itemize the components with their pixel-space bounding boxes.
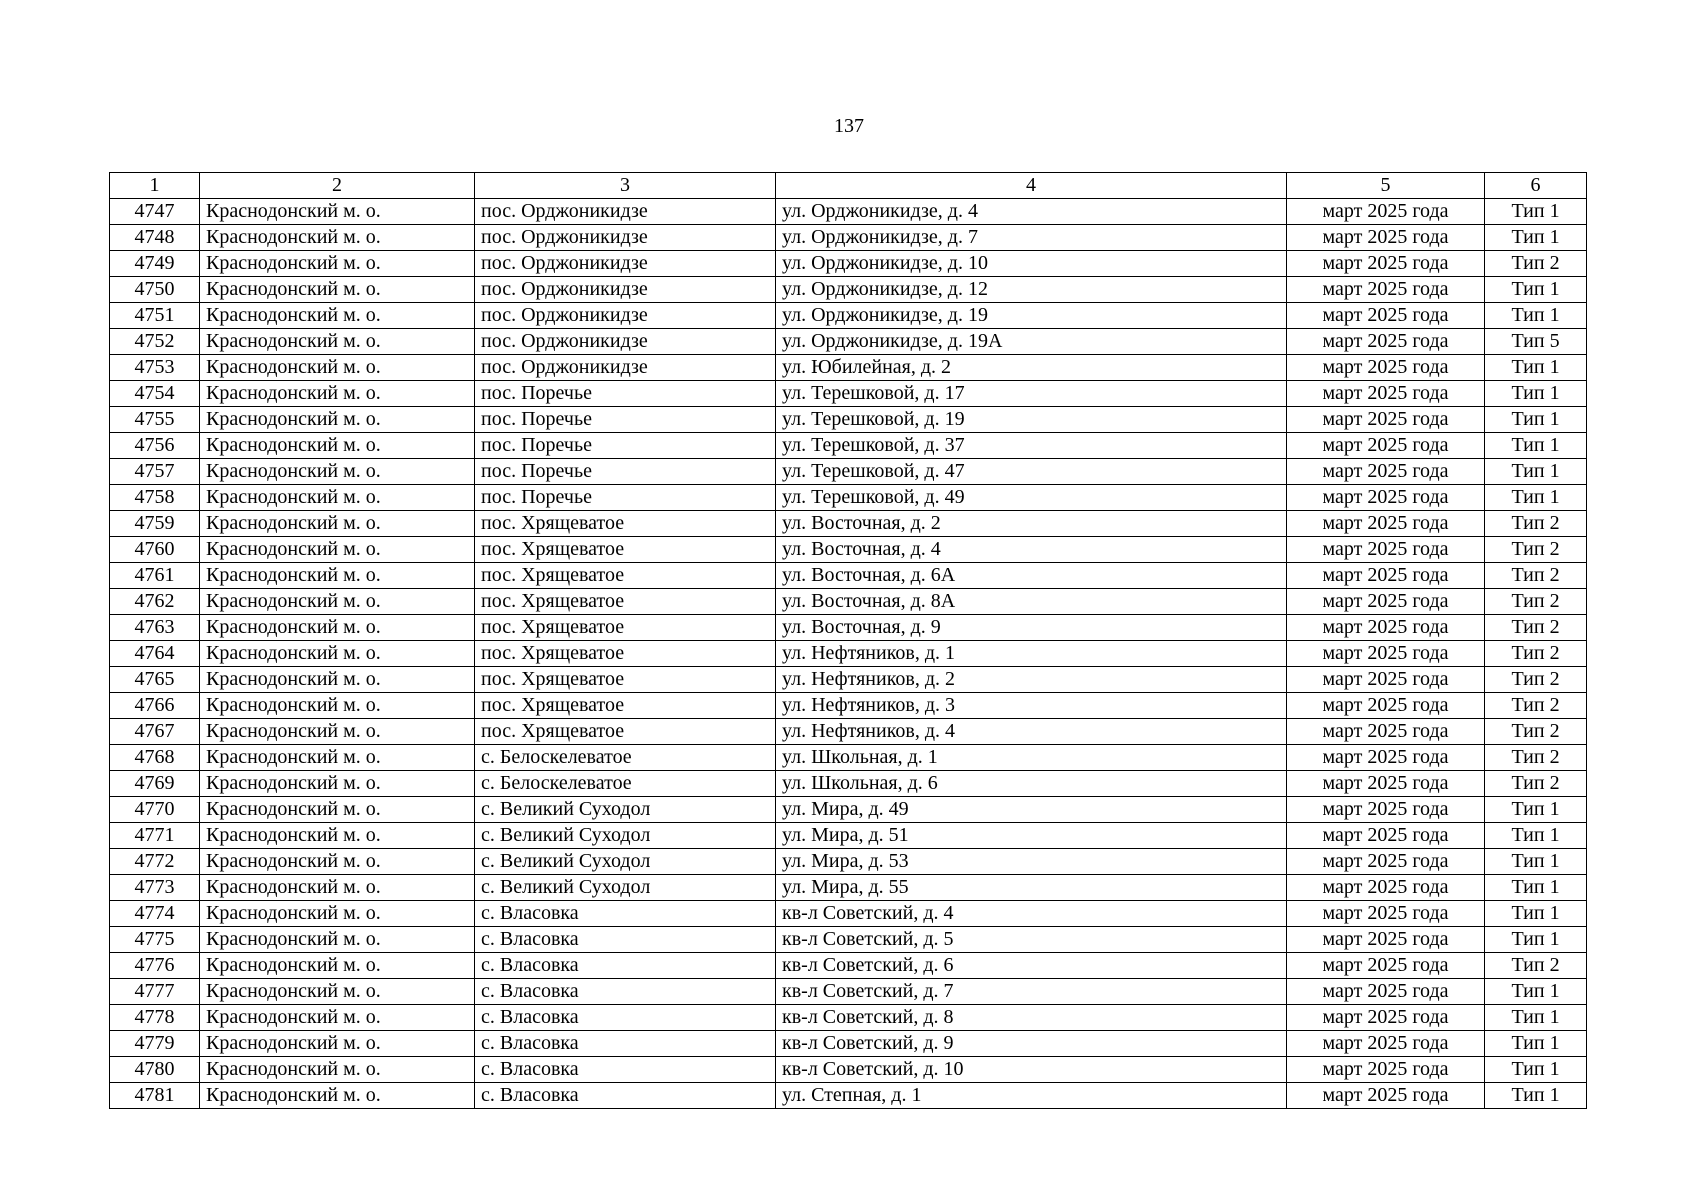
address-cell: кв-л Советский, д. 9 — [776, 1031, 1287, 1057]
municipality-cell: Краснодонский м. о. — [200, 979, 475, 1005]
settlement-cell: пос. Поречье — [475, 381, 776, 407]
settlement-cell: пос. Поречье — [475, 407, 776, 433]
municipality-cell: Краснодонский м. о. — [200, 823, 475, 849]
municipality-cell: Краснодонский м. о. — [200, 407, 475, 433]
municipality-cell: Краснодонский м. о. — [200, 355, 475, 381]
municipality-cell: Краснодонский м. о. — [200, 199, 475, 225]
settlement-cell: пос. Орджоникидзе — [475, 225, 776, 251]
date-cell: март 2025 года — [1287, 225, 1485, 251]
type-cell: Тип 1 — [1485, 823, 1587, 849]
address-cell: ул. Степная, д. 1 — [776, 1083, 1287, 1109]
table-row — [110, 771, 1587, 797]
municipality-cell: Краснодонский м. о. — [200, 1031, 475, 1057]
address-cell: ул. Нефтяников, д. 1 — [776, 641, 1287, 667]
municipality-cell: Краснодонский м. о. — [200, 953, 475, 979]
settlement-cell: с. Великий Суходол — [475, 797, 776, 823]
date-cell: март 2025 года — [1287, 901, 1485, 927]
row-number-cell: 4769 — [110, 771, 200, 797]
type-cell: Тип 1 — [1485, 1031, 1587, 1057]
settlement-cell: пос. Хрящеватое — [475, 641, 776, 667]
settlement-cell: с. Власовка — [475, 1031, 776, 1057]
municipality-cell: Краснодонский м. о. — [200, 849, 475, 875]
column-header-5: 5 — [1287, 173, 1485, 199]
settlement-cell: с. Власовка — [475, 927, 776, 953]
type-cell: Тип 1 — [1485, 1005, 1587, 1031]
address-cell: ул. Мира, д. 51 — [776, 823, 1287, 849]
table-row — [110, 251, 1587, 277]
date-cell: март 2025 года — [1287, 199, 1485, 225]
date-cell: март 2025 года — [1287, 875, 1485, 901]
settlement-cell: пос. Орджоникидзе — [475, 329, 776, 355]
municipality-cell: Краснодонский м. о. — [200, 381, 475, 407]
settlement-cell: пос. Хрящеватое — [475, 537, 776, 563]
row-number-cell: 4757 — [110, 459, 200, 485]
row-number-cell: 4762 — [110, 589, 200, 615]
table-row — [110, 927, 1587, 953]
type-cell: Тип 1 — [1485, 849, 1587, 875]
register-table — [109, 172, 1587, 1109]
type-cell: Тип 1 — [1485, 485, 1587, 511]
date-cell: март 2025 года — [1287, 303, 1485, 329]
settlement-cell: пос. Поречье — [475, 433, 776, 459]
column-header-1: 1 — [110, 173, 200, 199]
row-number-cell: 4754 — [110, 381, 200, 407]
row-number-cell: 4779 — [110, 1031, 200, 1057]
row-number-cell: 4761 — [110, 563, 200, 589]
address-cell: кв-л Советский, д. 10 — [776, 1057, 1287, 1083]
type-cell: Тип 1 — [1485, 433, 1587, 459]
settlement-cell: с. Великий Суходол — [475, 875, 776, 901]
municipality-cell: Краснодонский м. о. — [200, 303, 475, 329]
column-header-3: 3 — [475, 173, 776, 199]
municipality-cell: Краснодонский м. о. — [200, 225, 475, 251]
row-number-cell: 4752 — [110, 329, 200, 355]
type-cell: Тип 2 — [1485, 511, 1587, 537]
municipality-cell: Краснодонский м. о. — [200, 433, 475, 459]
address-cell: ул. Нефтяников, д. 4 — [776, 719, 1287, 745]
address-cell: кв-л Советский, д. 4 — [776, 901, 1287, 927]
type-cell: Тип 1 — [1485, 355, 1587, 381]
date-cell: март 2025 года — [1287, 745, 1485, 771]
address-cell: ул. Терешковой, д. 49 — [776, 485, 1287, 511]
date-cell: март 2025 года — [1287, 537, 1485, 563]
row-number-cell: 4756 — [110, 433, 200, 459]
settlement-cell: пос. Поречье — [475, 459, 776, 485]
type-cell: Тип 2 — [1485, 953, 1587, 979]
date-cell: март 2025 года — [1287, 953, 1485, 979]
table-row — [110, 641, 1587, 667]
address-cell: кв-л Советский, д. 8 — [776, 1005, 1287, 1031]
date-cell: март 2025 года — [1287, 1005, 1485, 1031]
address-cell: ул. Терешковой, д. 37 — [776, 433, 1287, 459]
address-cell: ул. Мира, д. 49 — [776, 797, 1287, 823]
row-number-cell: 4764 — [110, 641, 200, 667]
table-row — [110, 381, 1587, 407]
date-cell: март 2025 года — [1287, 797, 1485, 823]
type-cell: Тип 2 — [1485, 251, 1587, 277]
municipality-cell: Краснодонский м. о. — [200, 901, 475, 927]
municipality-cell: Краснодонский м. о. — [200, 563, 475, 589]
date-cell: март 2025 года — [1287, 1083, 1485, 1109]
type-cell: Тип 1 — [1485, 381, 1587, 407]
type-cell: Тип 2 — [1485, 615, 1587, 641]
type-cell: Тип 2 — [1485, 771, 1587, 797]
date-cell: март 2025 года — [1287, 823, 1485, 849]
address-cell: ул. Терешковой, д. 19 — [776, 407, 1287, 433]
address-cell: ул. Орджоникидзе, д. 19 — [776, 303, 1287, 329]
row-number-cell: 4781 — [110, 1083, 200, 1109]
date-cell: март 2025 года — [1287, 381, 1485, 407]
table-row — [110, 979, 1587, 1005]
row-number-cell: 4747 — [110, 199, 200, 225]
table-row — [110, 225, 1587, 251]
settlement-cell: пос. Орджоникидзе — [475, 199, 776, 225]
date-cell: март 2025 года — [1287, 1031, 1485, 1057]
date-cell: март 2025 года — [1287, 641, 1485, 667]
municipality-cell: Краснодонский м. о. — [200, 511, 475, 537]
municipality-cell: Краснодонский м. о. — [200, 459, 475, 485]
settlement-cell: пос. Хрящеватое — [475, 589, 776, 615]
table-row — [110, 823, 1587, 849]
settlement-cell: с. Власовка — [475, 901, 776, 927]
row-number-cell: 4773 — [110, 875, 200, 901]
type-cell: Тип 2 — [1485, 537, 1587, 563]
address-cell: кв-л Советский, д. 6 — [776, 953, 1287, 979]
row-number-cell: 4748 — [110, 225, 200, 251]
date-cell: март 2025 года — [1287, 329, 1485, 355]
date-cell: март 2025 года — [1287, 667, 1485, 693]
type-cell: Тип 1 — [1485, 1057, 1587, 1083]
table-row — [110, 719, 1587, 745]
address-cell: ул. Мира, д. 53 — [776, 849, 1287, 875]
row-number-cell: 4778 — [110, 1005, 200, 1031]
settlement-cell: пос. Поречье — [475, 485, 776, 511]
date-cell: март 2025 года — [1287, 589, 1485, 615]
municipality-cell: Краснодонский м. о. — [200, 771, 475, 797]
table-row — [110, 303, 1587, 329]
table-row — [110, 667, 1587, 693]
type-cell: Тип 2 — [1485, 719, 1587, 745]
row-number-cell: 4767 — [110, 719, 200, 745]
type-cell: Тип 1 — [1485, 303, 1587, 329]
settlement-cell: с. Великий Суходол — [475, 823, 776, 849]
municipality-cell: Краснодонский м. о. — [200, 745, 475, 771]
address-cell: ул. Терешковой, д. 47 — [776, 459, 1287, 485]
date-cell: март 2025 года — [1287, 407, 1485, 433]
table-row — [110, 1083, 1587, 1109]
type-cell: Тип 2 — [1485, 563, 1587, 589]
municipality-cell: Краснодонский м. о. — [200, 251, 475, 277]
date-cell: март 2025 года — [1287, 849, 1485, 875]
date-cell: март 2025 года — [1287, 927, 1485, 953]
settlement-cell: с. Власовка — [475, 979, 776, 1005]
settlement-cell: пос. Хрящеватое — [475, 511, 776, 537]
table-row — [110, 849, 1587, 875]
municipality-cell: Краснодонский м. о. — [200, 693, 475, 719]
table-row — [110, 1031, 1587, 1057]
municipality-cell: Краснодонский м. о. — [200, 485, 475, 511]
row-number-cell: 4763 — [110, 615, 200, 641]
type-cell: Тип 1 — [1485, 277, 1587, 303]
date-cell: март 2025 года — [1287, 979, 1485, 1005]
type-cell: Тип 1 — [1485, 927, 1587, 953]
type-cell: Тип 1 — [1485, 199, 1587, 225]
table-row — [110, 329, 1587, 355]
row-number-cell: 4765 — [110, 667, 200, 693]
address-cell: ул. Орджоникидзе, д. 7 — [776, 225, 1287, 251]
date-cell: март 2025 года — [1287, 1057, 1485, 1083]
settlement-cell: пос. Хрящеватое — [475, 667, 776, 693]
address-cell: ул. Восточная, д. 2 — [776, 511, 1287, 537]
table-row — [110, 901, 1587, 927]
page-number: 137 — [834, 115, 864, 137]
row-number-cell: 4774 — [110, 901, 200, 927]
address-cell: ул. Орджоникидзе, д. 4 — [776, 199, 1287, 225]
type-cell: Тип 1 — [1485, 901, 1587, 927]
type-cell: Тип 2 — [1485, 745, 1587, 771]
row-number-cell: 4749 — [110, 251, 200, 277]
table-row — [110, 693, 1587, 719]
row-number-cell: 4780 — [110, 1057, 200, 1083]
row-number-cell: 4750 — [110, 277, 200, 303]
table-row — [110, 355, 1587, 381]
date-cell: март 2025 года — [1287, 563, 1485, 589]
table-row — [110, 589, 1587, 615]
date-cell: март 2025 года — [1287, 615, 1485, 641]
date-cell: март 2025 года — [1287, 277, 1485, 303]
column-header-2: 2 — [200, 173, 475, 199]
table-row — [110, 875, 1587, 901]
type-cell: Тип 1 — [1485, 225, 1587, 251]
row-number-cell: 4751 — [110, 303, 200, 329]
table-row — [110, 485, 1587, 511]
settlement-cell: с. Власовка — [475, 1083, 776, 1109]
row-number-cell: 4771 — [110, 823, 200, 849]
address-cell: ул. Орджоникидзе, д. 19А — [776, 329, 1287, 355]
table-row — [110, 745, 1587, 771]
type-cell: Тип 1 — [1485, 1083, 1587, 1109]
municipality-cell: Краснодонский м. о. — [200, 641, 475, 667]
date-cell: март 2025 года — [1287, 693, 1485, 719]
settlement-cell: с. Великий Суходол — [475, 849, 776, 875]
row-number-cell: 4766 — [110, 693, 200, 719]
table-row — [110, 407, 1587, 433]
table-row — [110, 615, 1587, 641]
address-cell: ул. Школьная, д. 6 — [776, 771, 1287, 797]
address-cell: ул. Восточная, д. 4 — [776, 537, 1287, 563]
row-number-cell: 4758 — [110, 485, 200, 511]
settlement-cell: пос. Хрящеватое — [475, 719, 776, 745]
municipality-cell: Краснодонский м. о. — [200, 797, 475, 823]
address-cell: ул. Орджоникидзе, д. 10 — [776, 251, 1287, 277]
address-cell: ул. Восточная, д. 8А — [776, 589, 1287, 615]
type-cell: Тип 2 — [1485, 589, 1587, 615]
table-row — [110, 1005, 1587, 1031]
settlement-cell: с. Власовка — [475, 1005, 776, 1031]
type-cell: Тип 1 — [1485, 979, 1587, 1005]
settlement-cell: с. Белоскелеватое — [475, 771, 776, 797]
type-cell: Тип 1 — [1485, 875, 1587, 901]
type-cell: Тип 2 — [1485, 641, 1587, 667]
table-row — [110, 537, 1587, 563]
type-cell: Тип 2 — [1485, 667, 1587, 693]
settlement-cell: пос. Орджоникидзе — [475, 355, 776, 381]
type-cell: Тип 1 — [1485, 407, 1587, 433]
row-number-cell: 4760 — [110, 537, 200, 563]
address-cell: кв-л Советский, д. 5 — [776, 927, 1287, 953]
row-number-cell: 4753 — [110, 355, 200, 381]
table-row — [110, 953, 1587, 979]
row-number-cell: 4775 — [110, 927, 200, 953]
date-cell: март 2025 года — [1287, 511, 1485, 537]
row-number-cell: 4776 — [110, 953, 200, 979]
row-number-cell: 4755 — [110, 407, 200, 433]
municipality-cell: Краснодонский м. о. — [200, 667, 475, 693]
settlement-cell: пос. Хрящеватое — [475, 563, 776, 589]
address-cell: кв-л Советский, д. 7 — [776, 979, 1287, 1005]
type-cell: Тип 5 — [1485, 329, 1587, 355]
date-cell: март 2025 года — [1287, 719, 1485, 745]
table-header-row — [110, 173, 1587, 199]
municipality-cell: Краснодонский м. о. — [200, 1005, 475, 1031]
table-row — [110, 797, 1587, 823]
table-body — [110, 173, 1587, 1109]
address-cell: ул. Восточная, д. 6А — [776, 563, 1287, 589]
address-cell: ул. Мира, д. 55 — [776, 875, 1287, 901]
settlement-cell: пос. Орджоникидзе — [475, 303, 776, 329]
address-cell: ул. Орджоникидзе, д. 12 — [776, 277, 1287, 303]
date-cell: март 2025 года — [1287, 485, 1485, 511]
column-header-6: 6 — [1485, 173, 1587, 199]
address-cell: ул. Восточная, д. 9 — [776, 615, 1287, 641]
table-row — [110, 433, 1587, 459]
column-header-4: 4 — [776, 173, 1287, 199]
settlement-cell: пос. Орджоникидзе — [475, 277, 776, 303]
row-number-cell: 4777 — [110, 979, 200, 1005]
table-row — [110, 199, 1587, 225]
municipality-cell: Краснодонский м. о. — [200, 589, 475, 615]
table-row — [110, 277, 1587, 303]
municipality-cell: Краснодонский м. о. — [200, 1057, 475, 1083]
table-row — [110, 1057, 1587, 1083]
settlement-cell: пос. Хрящеватое — [475, 693, 776, 719]
address-cell: ул. Терешковой, д. 17 — [776, 381, 1287, 407]
date-cell: март 2025 года — [1287, 433, 1485, 459]
municipality-cell: Краснодонский м. о. — [200, 1083, 475, 1109]
municipality-cell: Краснодонский м. о. — [200, 277, 475, 303]
address-cell: ул. Нефтяников, д. 3 — [776, 693, 1287, 719]
municipality-cell: Краснодонский м. о. — [200, 615, 475, 641]
date-cell: март 2025 года — [1287, 355, 1485, 381]
settlement-cell: пос. Хрящеватое — [475, 615, 776, 641]
settlement-cell: с. Власовка — [475, 1057, 776, 1083]
address-cell: ул. Нефтяников, д. 2 — [776, 667, 1287, 693]
address-cell: ул. Юбилейная, д. 2 — [776, 355, 1287, 381]
row-number-cell: 4759 — [110, 511, 200, 537]
type-cell: Тип 1 — [1485, 797, 1587, 823]
row-number-cell: 4772 — [110, 849, 200, 875]
address-cell: ул. Школьная, д. 1 — [776, 745, 1287, 771]
table-row — [110, 563, 1587, 589]
type-cell: Тип 2 — [1485, 693, 1587, 719]
date-cell: март 2025 года — [1287, 459, 1485, 485]
date-cell: март 2025 года — [1287, 251, 1485, 277]
type-cell: Тип 1 — [1485, 459, 1587, 485]
date-cell: март 2025 года — [1287, 771, 1485, 797]
table-row — [110, 459, 1587, 485]
municipality-cell: Краснодонский м. о. — [200, 875, 475, 901]
row-number-cell: 4768 — [110, 745, 200, 771]
municipality-cell: Краснодонский м. о. — [200, 927, 475, 953]
settlement-cell: с. Белоскелеватое — [475, 745, 776, 771]
municipality-cell: Краснодонский м. о. — [200, 537, 475, 563]
row-number-cell: 4770 — [110, 797, 200, 823]
municipality-cell: Краснодонский м. о. — [200, 719, 475, 745]
settlement-cell: с. Власовка — [475, 953, 776, 979]
municipality-cell: Краснодонский м. о. — [200, 329, 475, 355]
table-row — [110, 511, 1587, 537]
settlement-cell: пос. Орджоникидзе — [475, 251, 776, 277]
